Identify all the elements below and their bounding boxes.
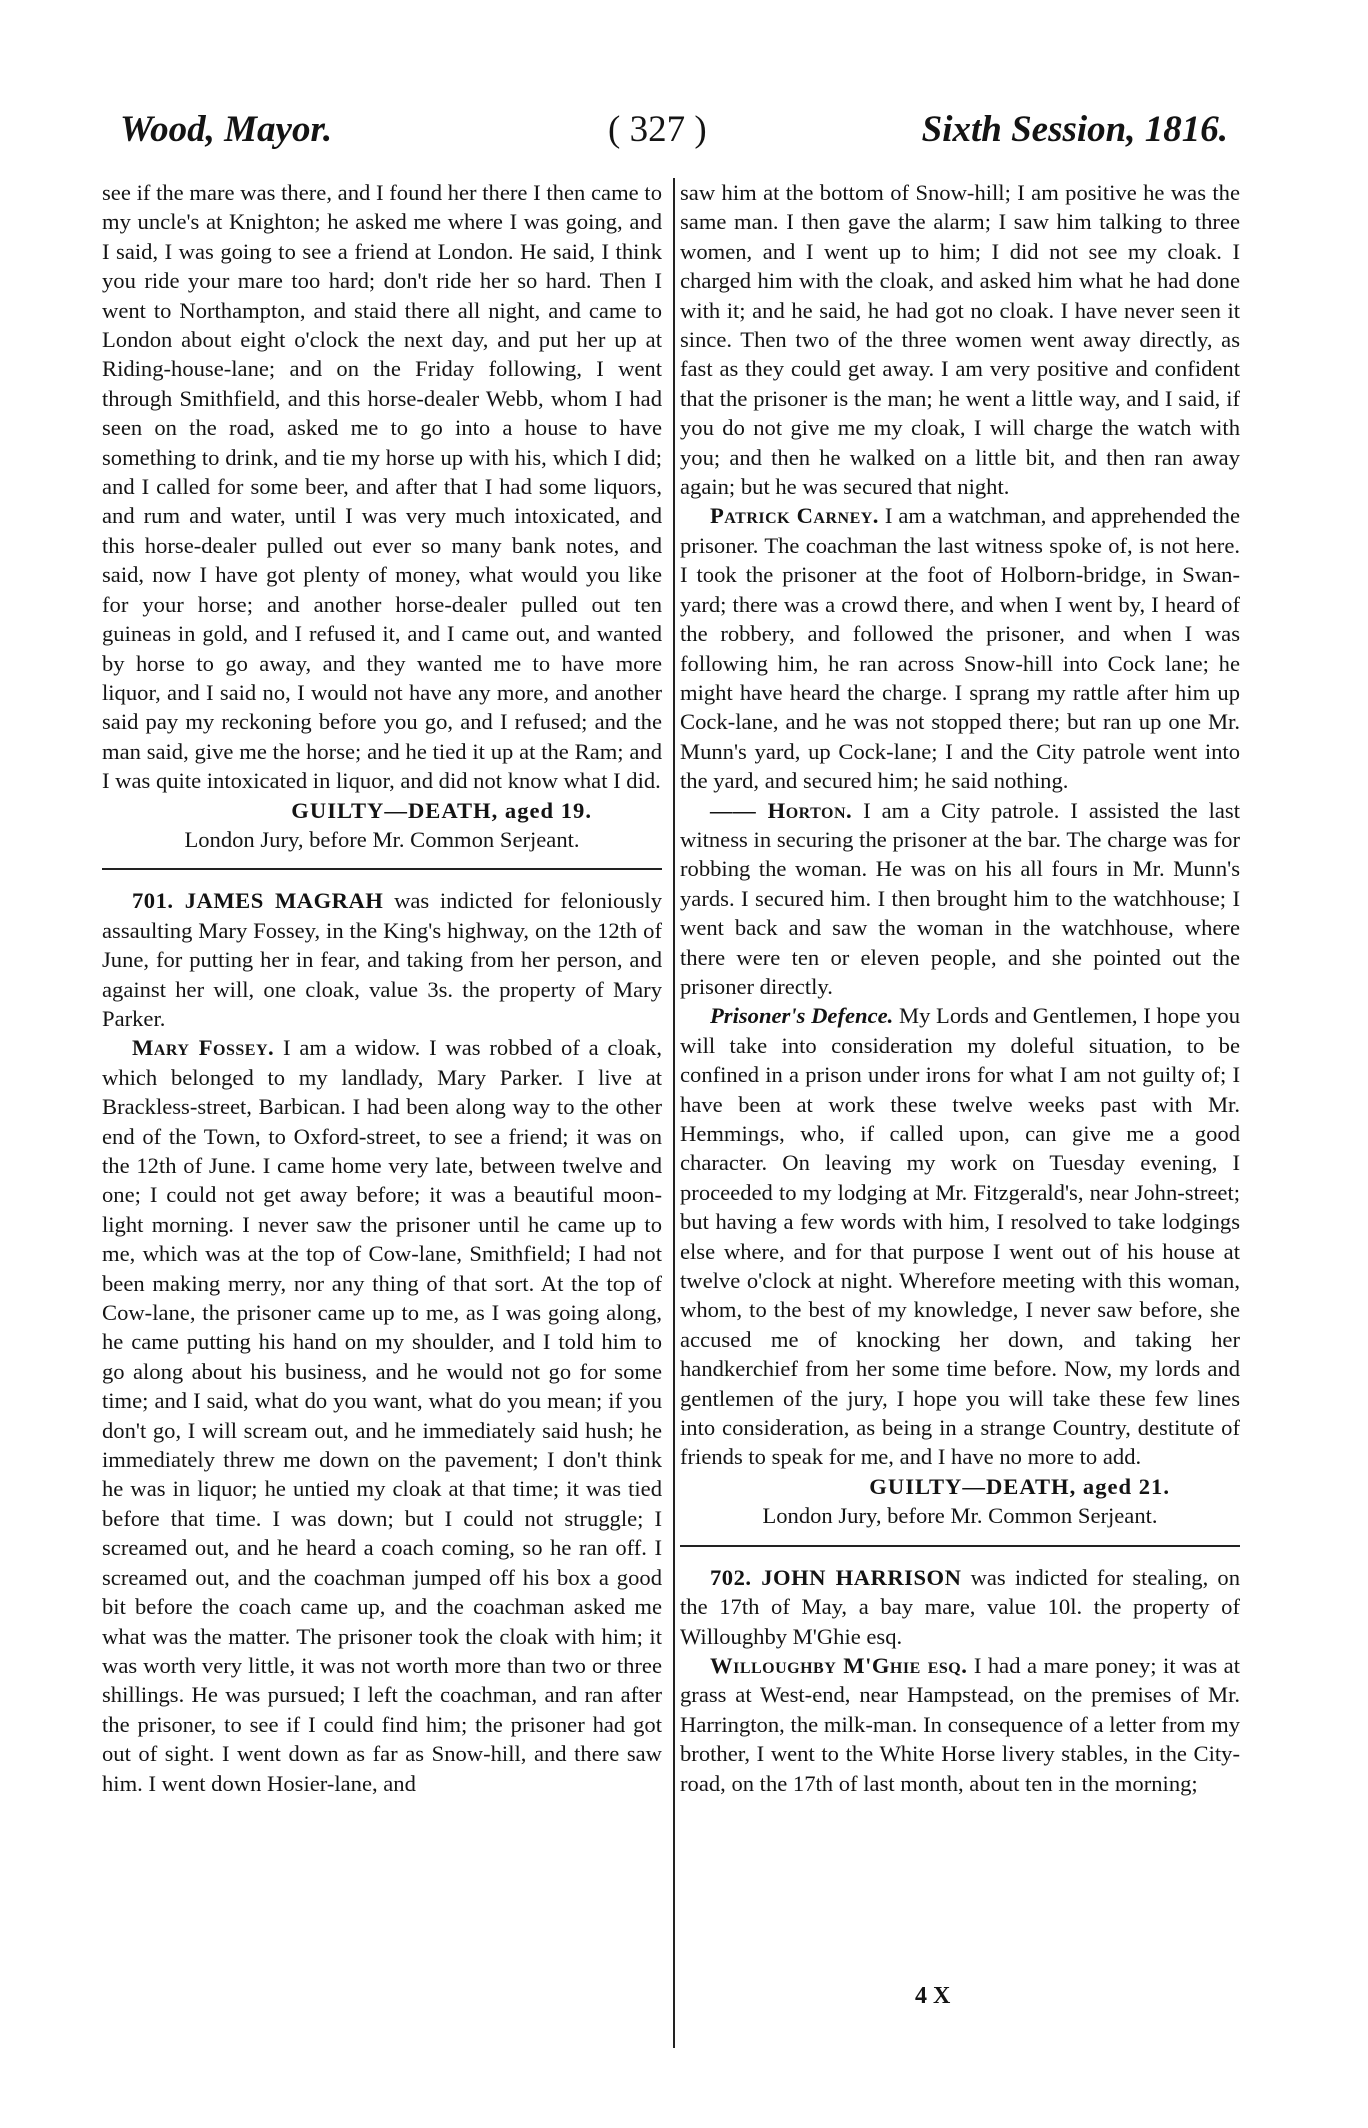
witness-name: Mary Fossey. bbox=[132, 1035, 275, 1061]
verdict: GUILTY—DEATH, aged 19. bbox=[291, 797, 592, 823]
testimony-text: I had a mare poney; it was at grass at West-end, near Hampstead, on the premises of Mr. Harrington, the milk-man. In consequence of a letter from my brother, I went to the White Horse livery stables, in the City-road, on the 17th of last month, about ten in the morning; bbox=[680, 1652, 1240, 1796]
verdict: GUILTY—DEATH, aged 21. bbox=[869, 1473, 1170, 1499]
witness-name: —— Horton. bbox=[710, 797, 853, 823]
section-rule bbox=[102, 868, 662, 870]
testimony-continuation: saw him at the bottom of Snow-hill; I am positive he was the same man. I then gave the alarm; I saw him talking to three women, and I went up to him; I did not see my cloak. I charged him with the cloak, and asked him what he had done with it; and he said, he had got no cloak. I have never seen it since. Then two of the three women went away directly, as fast as they could get away. I am very positive and confident that the prisoner is the man; he went a little way, and I said, if you do not give me my cloak, I will charge the watch with you; and then he walked on a little bit, and then ran away again; but he was secured that night. bbox=[680, 180, 1240, 500]
defence-label: Prisoner's Defence. bbox=[710, 1003, 894, 1029]
jury-line: London Jury, before Mr. Common Serjeant. bbox=[762, 1503, 1158, 1529]
header-left: Wood, Mayor. bbox=[120, 109, 333, 150]
running-header bbox=[120, 108, 1228, 160]
case-name: 702. JOHN HARRISON bbox=[710, 1564, 962, 1590]
right-column bbox=[680, 178, 1240, 1978]
section-rule bbox=[680, 1545, 1240, 1547]
testimony-text: I am a watchman, and apprehended the prisoner. The coachman the last witness spoke of, is not here. I took the prisoner at the foot of Holborn-bridge, in Swan-yard; there was a crowd there, and when I went by, I heard of the robbery, and followed the prisoner, and when I was following him, he ran across Snow-hill into Cock lane; he might have heard the charge. I sprang my rattle after him up Cock-lane, and he was not stopped there; but ran up one Mr. Munn's yard, up Cock-lane; I and the City patrole went into the yard, and secured him; he said nothing. bbox=[680, 503, 1240, 794]
witness-name: Willoughby M'Ghie esq. bbox=[710, 1652, 968, 1678]
witness-testimony bbox=[102, 1033, 662, 1798]
defence-text: My Lords and Gentlemen, I hope you will take into consideration my doleful situation, to be confined in a prison under irons for what I am not guilty of; I have been at work these twelve weeks past with Mr. Hemmings, who, if called upon, can give me a good character. On leaving my work on Tuesday evening, I proceeded to my lodging at Mr. Fitzgerald's, near John-street; but having a few words with him, I resolved to take lodgings else where, and for that purpose I went out of his house at twelve o'clock at night. Wherefore meeting with this woman, whom, to the best of my knowledge, I never saw before, she accused me of knocking her down, and taking her handkerchief from her some time before. Now, my lords and gentlemen of the jury, I hope you will take these few lines into consideration, as being in a strange Country, destitute of friends to speak for me, and I have no more to add. bbox=[680, 1003, 1240, 1470]
testimony-text: I am a widow. I was robbed of a cloak, which belonged to my landlady, Mary Parker. I live at Brackless-street, Barbican. I had been along way to the other end of the Town, to Oxford-street, to see a friend; it was on the 12th of June. I came home very late, between twelve and one; I could not get away before; it was a beautiful moon-light morning. I never saw the prisoner until he came up to me, which was at the top of Cow-lane, Smithfield; I had not been making merry, nor any thing of that sort. At the top of Cow-lane, the prisoner came up to me, as I was going along, he came putting his hand on my shoulder, and I told him to go along about his business, and he would not go for some time; and I said, what do you want, what do you mean; if you don't go, I will scream out, and he immediately said hush; he immediately threw me down on the pavement; I don't think he was in liquor; he untied my cloak at that time; it was tied before that time. I was down; but I could not struggle; I screamed out, and he heard a coach coming, so he ran off. I screamed out, and the coachman jumped off his box a good bit before the coach came up, and the coachman asked me what was the matter. The prisoner took the cloak with him; it was worth very little, it was not worth more than two or three shillings. He was pursued; I left the coachman, and ran after the prisoner, to see if I could find him; the prisoner had got out of sight. I went down as far as Snow-hill, and there saw him. I went down Hosier-lane, and bbox=[102, 1035, 662, 1796]
jury-line: London Jury, before Mr. Common Serjeant. bbox=[184, 826, 580, 852]
case-indictment: was indicted for feloniously assaulting Mary Fossey, in the King's highway, on the 12th of June, for putting her in fear, and taking from her person, and against her will, one cloak, value 3s. the property of Mary Parker. bbox=[102, 888, 662, 1031]
page-number: ( 327 ) bbox=[608, 109, 707, 150]
witness-testimony bbox=[680, 796, 1240, 1002]
case-heading bbox=[680, 1563, 1240, 1651]
case-name: 701. JAMES MAGRAH bbox=[132, 888, 384, 914]
prisoner-defence bbox=[680, 1001, 1240, 1472]
testimony-continuation: see if the mare was there, and I found her there I then came to my uncle's at Knighton; he asked me where I was going, and I said, I was going to see a friend at London. He said, I think you ride your mare too hard; don't ride her so hard. Then I went to Northampton, and staid there all night, and came to London about eight o'clock the next day, and put her up at Riding-house-lane; and on the Friday following, I went through Smithfield, and this horse-dealer Webb, whom I had seen on the road, asked me to go into a house to have something to drink, and tie my horse up with his, which I did; and I called for some beer, and after that I had some liquors, and rum and water, until I was very much intoxicated, and this horse-dealer pulled out ever so many bank notes, and said, now I have got plenty of money, what would you like for your horse; and another horse-dealer pulled out ten guineas in gold, and I refused it, and I came out, and wanted by horse to go away, and they wanted me to have more liquor, and I said no, I would not have any more, and another said pay my reckoning before you go, and I refused; and the man said, give me the horse; and he tied it up at the Ram; and I was quite intoxicated in liquor, and did not know what I did. bbox=[102, 180, 662, 794]
header-right: Sixth Session, 1816. bbox=[921, 109, 1228, 150]
signature-mark: 4 X bbox=[915, 1983, 951, 2009]
left-column bbox=[102, 178, 662, 1978]
witness-testimony bbox=[680, 1651, 1240, 1798]
witness-name: Patrick Carney. bbox=[710, 503, 879, 529]
witness-testimony bbox=[680, 501, 1240, 795]
testimony-text: I am a City patrole. I assisted the last witness in securing the prisoner at the bar. The charge was for robbing the woman. He was on his all fours in Mr. Munn's yards. I secured him. I then brought him to the watchhouse; I went back and saw the woman in the watchhouse, where there were ten or eleven people, and she pointed out the prisoner directly. bbox=[680, 797, 1240, 999]
case-indictment: was indicted for stealing, on the 17th of May, a bay mare, value 10l. the property of Willoughby M'Ghie esq. bbox=[680, 1564, 1240, 1649]
case-heading bbox=[102, 886, 662, 1033]
column-divider bbox=[673, 178, 675, 2048]
